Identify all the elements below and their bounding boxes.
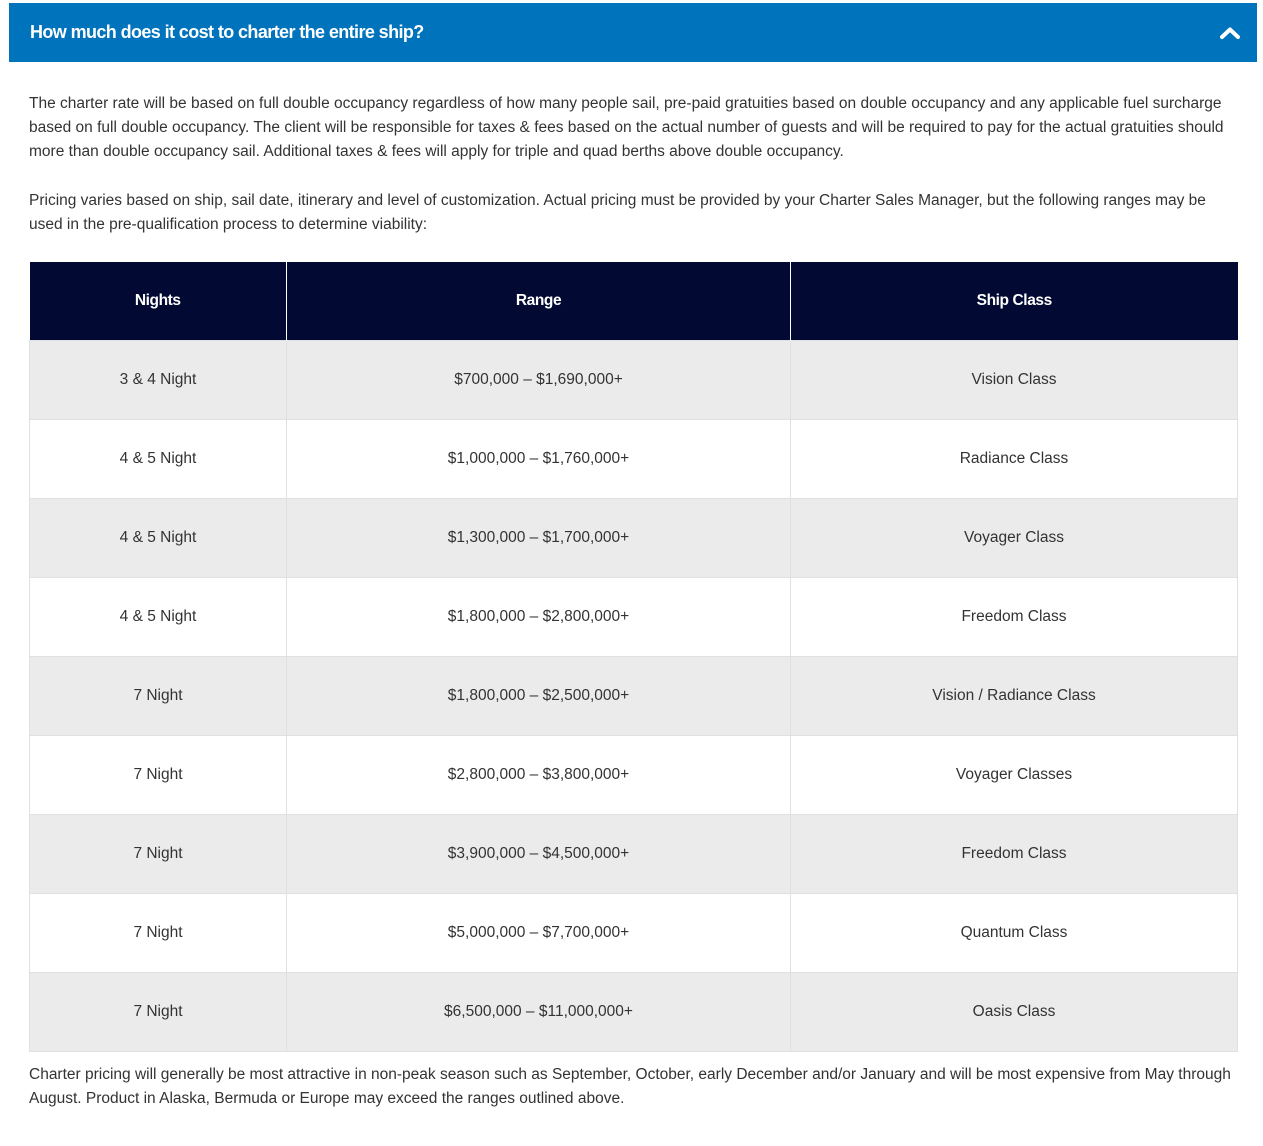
header-nights: Nights <box>30 262 287 341</box>
cell-nights: 7 Night <box>30 736 287 815</box>
cell-range: $1,000,000 – $1,760,000+ <box>287 420 791 499</box>
cell-ship-class: Radiance Class <box>791 420 1238 499</box>
cell-nights: 7 Night <box>30 894 287 973</box>
cell-nights: 4 & 5 Night <box>30 578 287 657</box>
accordion-title: How much does it cost to charter the entire ship? <box>30 22 424 42</box>
cell-range: $2,800,000 – $3,800,000+ <box>287 736 791 815</box>
table-row <box>30 657 1238 736</box>
cell-range: $1,800,000 – $2,500,000+ <box>287 657 791 736</box>
cell-ship-class: Voyager Classes <box>791 736 1238 815</box>
table-header-row <box>30 262 1238 341</box>
cell-nights: 3 & 4 Night <box>30 341 287 420</box>
cell-ship-class: Vision / Radiance Class <box>791 657 1238 736</box>
cell-nights: 7 Night <box>30 815 287 894</box>
cell-nights: 4 & 5 Night <box>30 499 287 578</box>
table-row <box>30 894 1238 973</box>
intro-paragraph-2: Pricing varies based on ship, sail date, itinerary and level of customization. Actual pricing must be provided by your Charter Sales Manager, but the following ranges may be used in the pre-qualification process to determine viability: <box>29 192 1206 233</box>
table-row <box>30 973 1238 1052</box>
cell-ship-class: Vision Class <box>791 341 1238 420</box>
cell-nights: 7 Night <box>30 973 287 1052</box>
cell-nights: 7 Night <box>30 657 287 736</box>
cell-range: $1,800,000 – $2,800,000+ <box>287 578 791 657</box>
header-range: Range <box>287 262 791 341</box>
header-ship-class: Ship Class <box>791 262 1238 341</box>
table-row <box>30 815 1238 894</box>
intro-paragraph-1: The charter rate will be based on full double occupancy regardless of how many people sail, pre-paid gratuities based on double occupancy and any applicable fuel surcharge based on full double occupancy. The client will be responsible for taxes & fees based on the actual number of guests and will be required to pay for the actual gratuities should more than double occupancy sail. Additional taxes & fees will apply for triple and quad berths above double occupancy. <box>29 95 1224 160</box>
cell-range: $1,300,000 – $1,700,000+ <box>287 499 791 578</box>
cell-range: $6,500,000 – $11,000,000+ <box>287 973 791 1052</box>
chevron-up-icon[interactable] <box>1215 18 1245 48</box>
cell-nights: 4 & 5 Night <box>30 420 287 499</box>
cell-ship-class: Freedom Class <box>791 815 1238 894</box>
cell-ship-class: Voyager Class <box>791 499 1238 578</box>
cell-range: $5,000,000 – $7,700,000+ <box>287 894 791 973</box>
footer-paragraph: Charter pricing will generally be most attractive in non-peak season such as September, October, early December and/or January and will be most expensive from May through August. Product in Alaska, Bermuda or Europe may exceed the ranges outlined above. <box>29 1066 1231 1107</box>
table-row <box>30 736 1238 815</box>
table-row <box>30 499 1238 578</box>
accordion-header[interactable] <box>9 3 1257 62</box>
table-row <box>30 420 1238 499</box>
table-row <box>30 341 1238 420</box>
intro-content <box>29 92 1237 237</box>
cell-ship-class: Quantum Class <box>791 894 1238 973</box>
pricing-table <box>29 262 1238 1052</box>
cell-range: $700,000 – $1,690,000+ <box>287 341 791 420</box>
table-row <box>30 578 1238 657</box>
cell-range: $3,900,000 – $4,500,000+ <box>287 815 791 894</box>
cell-ship-class: Freedom Class <box>791 578 1238 657</box>
cell-ship-class: Oasis Class <box>791 973 1238 1052</box>
